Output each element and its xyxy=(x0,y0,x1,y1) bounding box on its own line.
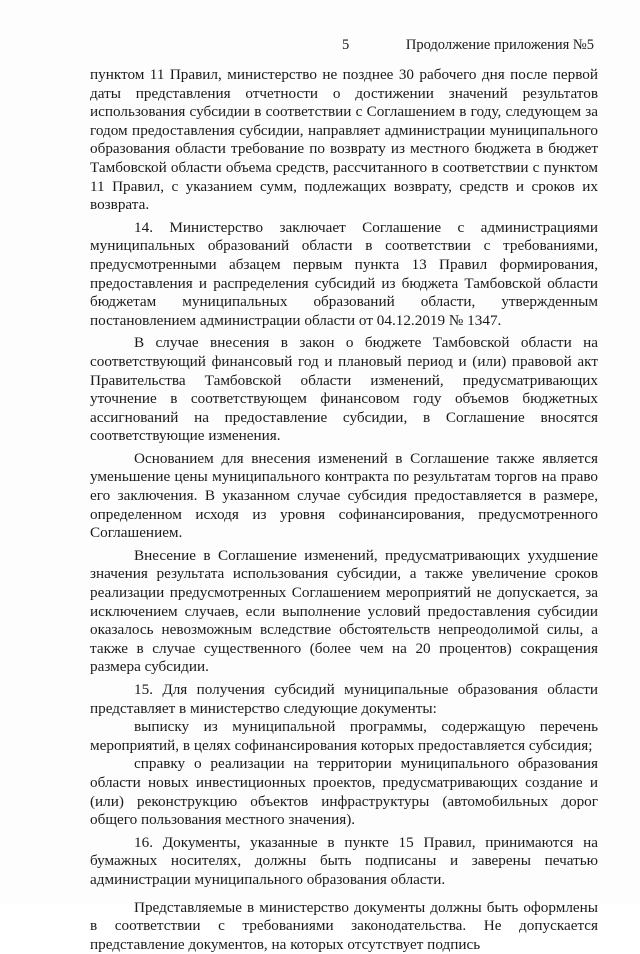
paragraph-changes-restriction: Внесение в Соглашение изменений, предусматривающих ухудшение значения результата использования субсидии, а также увеличение сроков реализации предусмотренных Соглашением мероприятий не допускается, за исключением случаев, если выполнение условий предоставления субсидии оказалось невозможным вследствие обстоятельств непреодолимой силы, а также в случае существенного (более чем на 20 процентов) сокращения размера субсидии. xyxy=(90,546,598,676)
paragraph-contract-price: Основанием для внесения изменений в Соглашение также является уменьшение цены муниципального контракта по результатам торгов на право его заключения. В указанном случае субсидия предоставляется в размере, определенном исходя из уровня софинансирования, предусмотренного Соглашением. xyxy=(90,449,598,542)
paragraph-continuation: пунктом 11 Правил, министерство не позднее 30 рабочего дня после первой даты представления отчетности о достижении значений результатов использования субсидии в соответствии с Соглашением в году, следующем за годом предоставления субсидии, направляет администрации муниципального образования области требование по возврату из местного бюджета в бюджет Тамбовской области объема средств, рассчитанного в соответствии с пунктом 11 Правил, с указанием сумм, подлежащих возврату, средств и сроков их возврата. xyxy=(90,66,598,214)
paragraph-item-15: 15. Для получения субсидий муниципальные образования области представляет в министерство следующие документы: xyxy=(90,681,598,717)
appendix-note: Продолжение приложения №5 xyxy=(405,37,594,53)
page-header xyxy=(0,37,640,57)
paragraph-budget-change: В случае внесения в закон о бюджете Тамбовской области на соответствующий финансовый год и плановый период и (или) правовой акт Правительства Тамбовской области изменений, предусматривающих уточнение в соответствующем финансовом году объемов бюджетных ассигнований на предоставление субсидии, в Соглашение вносятся соответствующие изменения. xyxy=(90,334,598,445)
paragraph-documents-requirements: Представляемые в министерство документы должны быть оформлены в соответствии с требованиями законодательства. Не допускается представление документов, на которых отсутствует подпись xyxy=(90,898,598,953)
page-number: 5 xyxy=(342,37,350,53)
paragraph-program-extract: выписку из муниципальной программы, содержащую перечень мероприятий, в целях софинансирования которых предоставляется субсидия; xyxy=(90,718,598,754)
document-body xyxy=(90,66,598,954)
paragraph-item-16: 16. Документы, указанные в пункте 15 Правил, принимаются на бумажных носителях, должны быть подписаны и заверены печатью администрации муниципального образования области. xyxy=(90,833,598,888)
paragraph-item-14: 14. Министерство заключает Соглашение с администрациями муниципальных образований области в соответствии с требованиями, предусмотренными абзацем первым пункта 13 Правил формирования, предоставления и распределения субсидий из бюджета Тамбовской области бюджетам муниципальных образований области, утвержденным постановлением администрации области от 04.12.2019 № 1347. xyxy=(90,218,598,329)
paragraph-investment-certificate: справку о реализации на территории муниципального образования области новых инвестиционных проектов, предусматривающих создание и (или) реконструкцию объектов инфраструктуры (автомобильных дорог общего пользования местного значения). xyxy=(90,755,598,829)
